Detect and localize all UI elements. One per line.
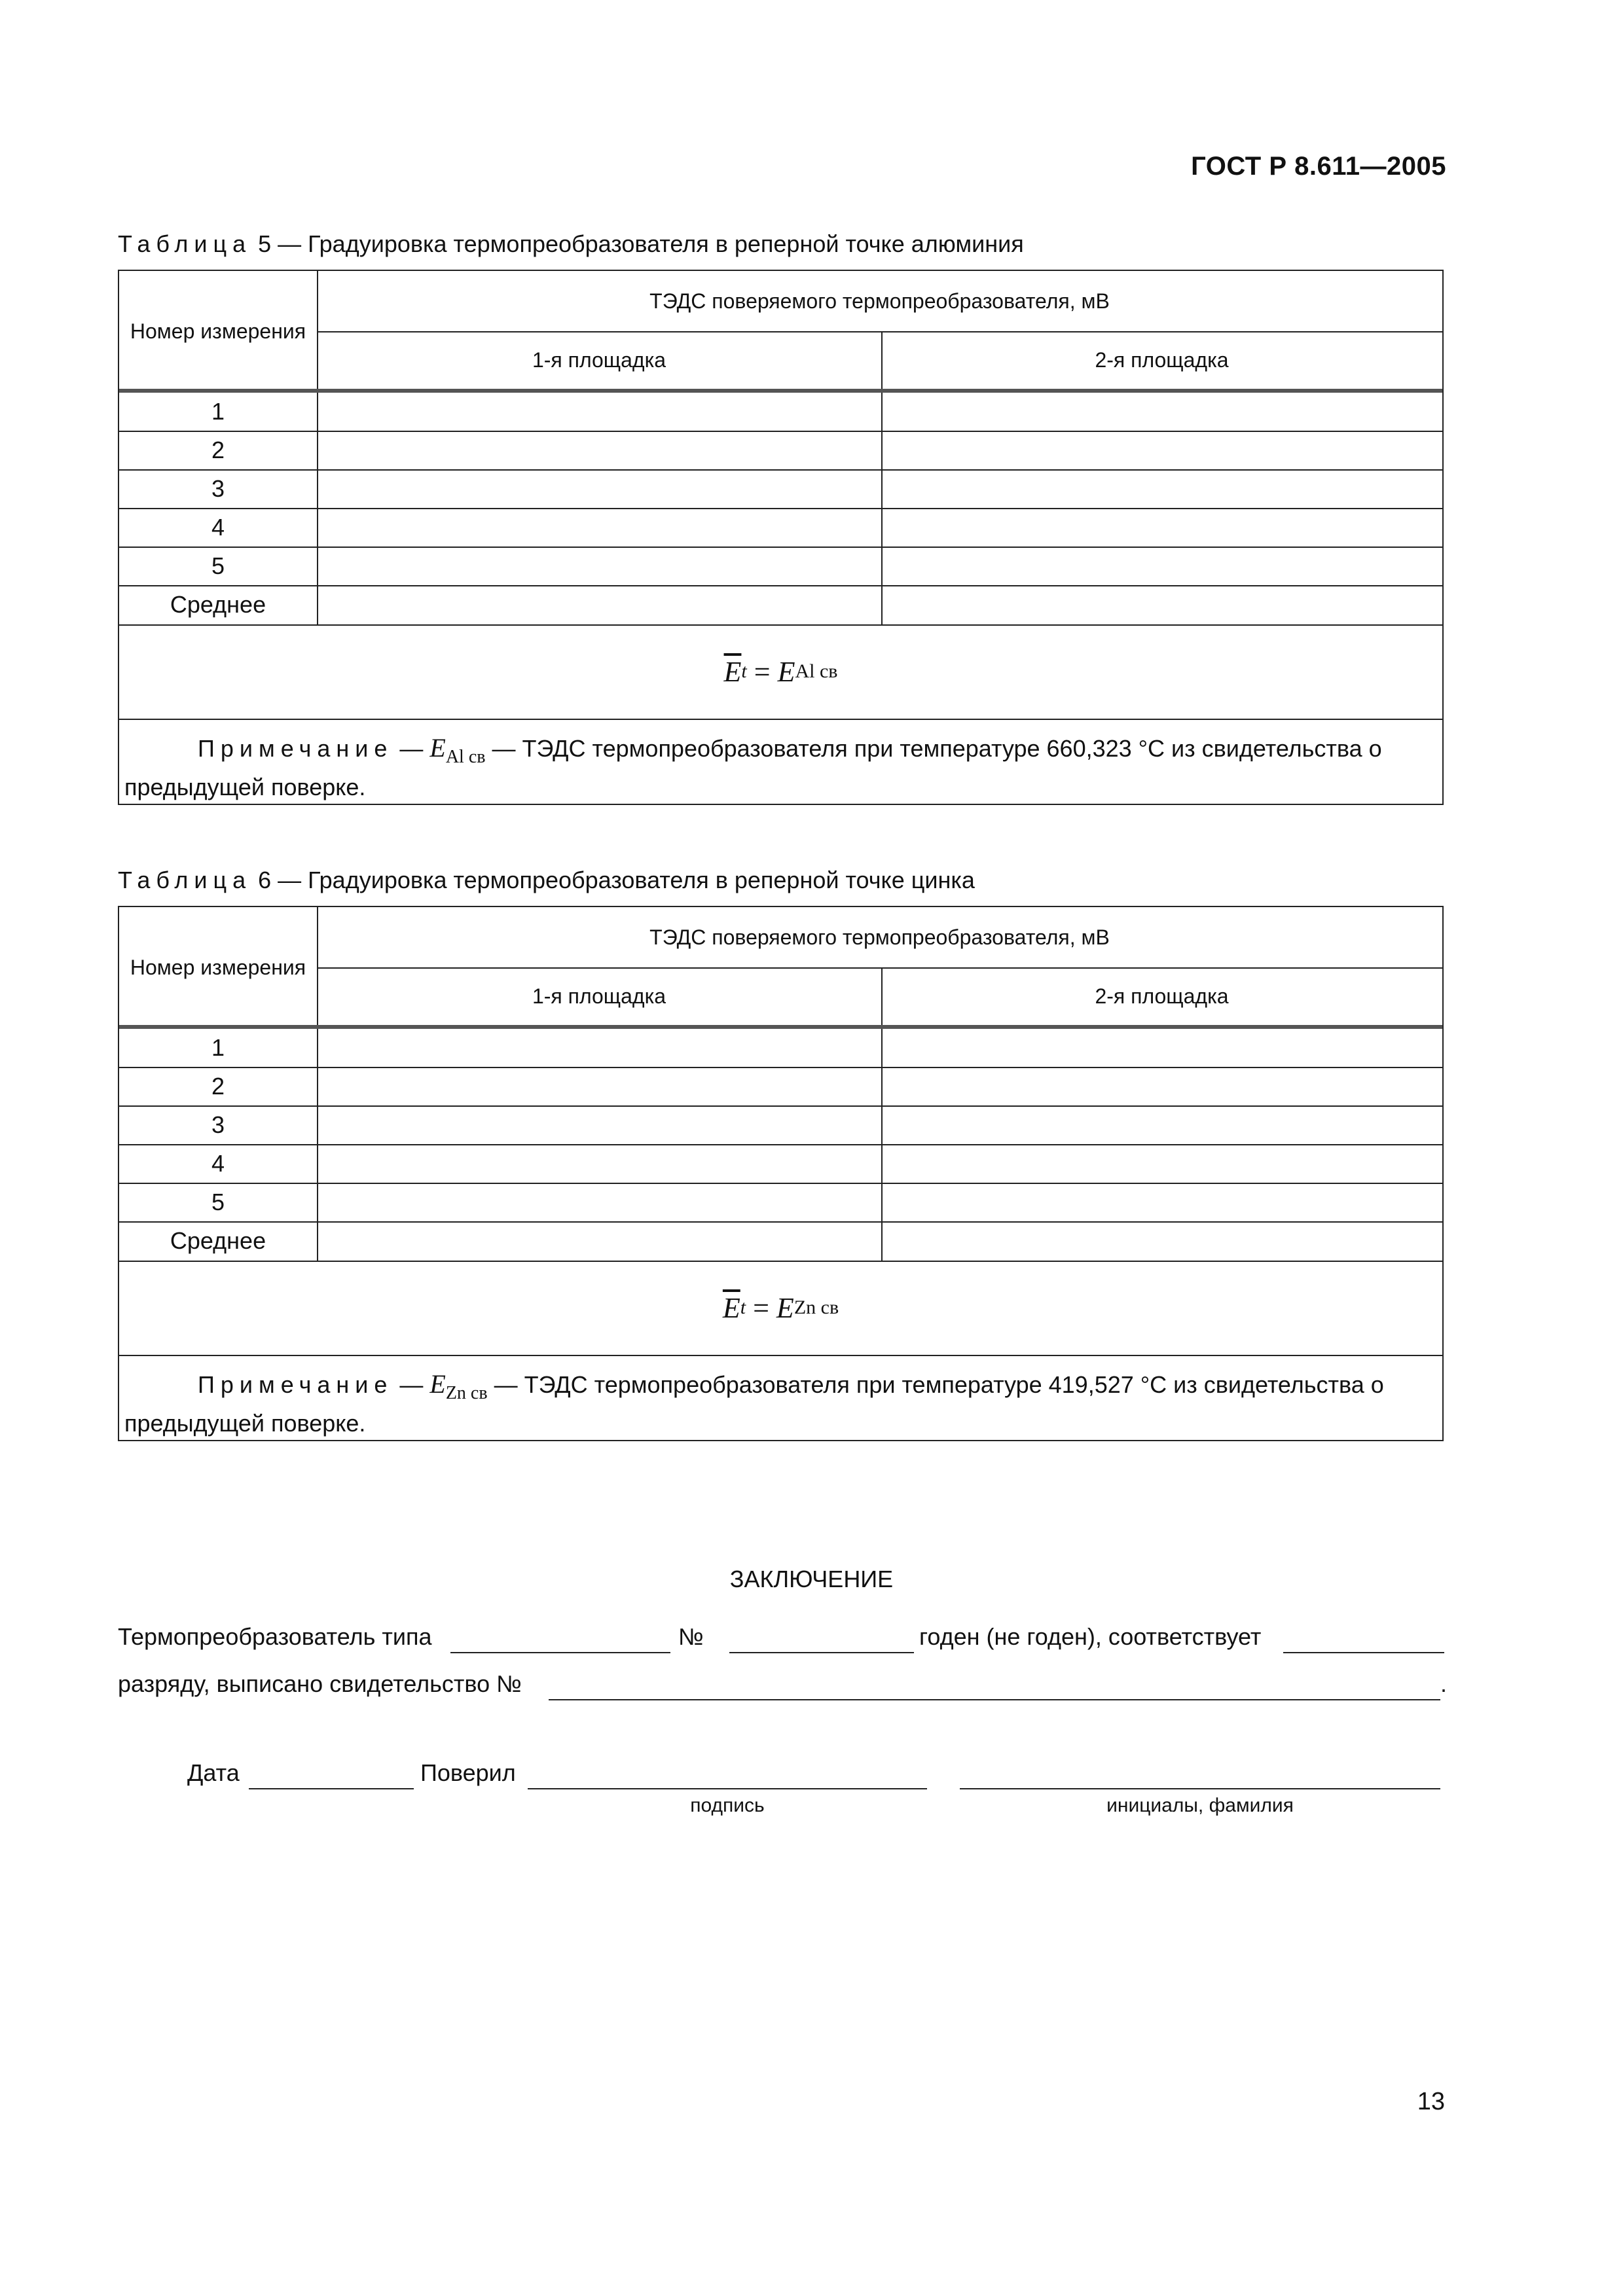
row-label: 2: [211, 436, 225, 463]
row-label-average: Среднее: [170, 1227, 266, 1254]
formula-rhs: E: [776, 1291, 794, 1324]
formula-rhs-subscript: Zn св: [793, 1297, 839, 1318]
table6: [118, 906, 1444, 1441]
row-label: 1: [211, 1034, 225, 1061]
note-symbol-subscript: Al св: [445, 747, 486, 767]
signature-field[interactable]: [528, 1788, 927, 1789]
col-header-emf: ТЭДС поверяемого термопреобразователя, мВ: [649, 925, 1110, 949]
row-label: 4: [211, 513, 225, 541]
note-dash: —: [393, 735, 430, 762]
note-text: — ТЭДС термопреобразователя при температуре 419,527 °С из свидетельства о предыдущей поверке.: [124, 1371, 1384, 1437]
table6-caption-text: 6 — Градуировка термопреобразователя в реперной точке цинка: [251, 867, 975, 893]
formula-rhs-subscript: Al св: [795, 660, 838, 682]
table5-caption-text: 5 — Градуировка термопреобразователя в реперной точке алюминия: [251, 230, 1024, 257]
formula-equals: =: [746, 655, 778, 688]
table-note: [119, 1355, 1442, 1440]
table6-caption: [118, 867, 975, 894]
formula-lhs: $\overline{E}$: [722, 1291, 740, 1324]
table5-caption: [118, 230, 1024, 258]
initials-field[interactable]: [960, 1788, 1440, 1789]
formula-rhs: E: [777, 655, 795, 688]
row-label: 2: [211, 1072, 225, 1100]
note-symbol-subscript: Zn св: [445, 1383, 488, 1403]
col-header-measure-number: Номер измерения: [130, 955, 306, 979]
formula-lhs-subscript: t: [740, 1297, 746, 1318]
category-field[interactable]: [1283, 1652, 1444, 1653]
row-label: 5: [211, 1188, 225, 1215]
col-header-emf: ТЭДС поверяемого термопреобразователя, мВ: [649, 289, 1110, 313]
document-id: ГОСТ Р 8.611—2005: [1191, 152, 1446, 181]
row-label: 3: [211, 475, 225, 502]
line-end-period: .: [1440, 1670, 1448, 1697]
thermocouple-type-label: Термопреобразователь типа: [118, 1623, 432, 1650]
note-symbol: E: [429, 733, 446, 762]
row-label: 4: [211, 1149, 225, 1177]
note-symbol: E: [429, 1369, 446, 1399]
formula-row: [119, 624, 1442, 719]
formula-equals: =: [746, 1291, 776, 1324]
formula-lhs: $\overline{E}$: [723, 655, 742, 688]
formula-row: [119, 1261, 1442, 1355]
note-word: Примечание: [198, 1371, 393, 1398]
thermocouple-type-field[interactable]: [450, 1652, 670, 1653]
certificate-number-field[interactable]: [549, 1699, 1440, 1700]
verified-by-label: Поверил: [420, 1759, 516, 1786]
note-text: — ТЭДС термопреобразователя при температуре 660,323 °С из свидетельства о предыдущей поверке.: [124, 735, 1382, 800]
note-dash: —: [393, 1371, 430, 1398]
formula-lhs-subscript: t: [741, 660, 747, 682]
col-header-platform-1: 1-я площадка: [532, 984, 666, 1008]
serial-number-field[interactable]: [729, 1652, 914, 1653]
table6-caption-word: Таблица: [118, 867, 252, 893]
row-label: 3: [211, 1111, 225, 1138]
date-label: Дата: [187, 1759, 240, 1786]
col-header-platform-1: 1-я площадка: [532, 348, 666, 372]
page-number: 13: [1417, 2088, 1445, 2115]
table5: [118, 270, 1444, 805]
date-field[interactable]: [249, 1788, 414, 1789]
initials-caption: инициалы, фамилия: [1106, 1795, 1294, 1816]
row-label: 1: [211, 398, 225, 425]
col-header-measure-number: Номер измерения: [130, 319, 306, 343]
signature-caption: подпись: [690, 1795, 765, 1816]
note-word: Примечание: [198, 735, 393, 762]
row-label-average: Среднее: [170, 591, 266, 618]
conclusion-title: ЗАКЛЮЧЕНИЕ: [729, 1566, 894, 1592]
table-note: [119, 719, 1442, 804]
row-label: 5: [211, 552, 225, 579]
col-header-platform-2: 2-я площадка: [1095, 348, 1229, 372]
fitness-label: годен (не годен), соответствует: [919, 1623, 1262, 1650]
col-header-platform-2: 2-я площадка: [1095, 984, 1229, 1008]
table5-caption-word: Таблица: [118, 230, 252, 257]
certificate-label: разряду, выписано свидетельство №: [118, 1670, 522, 1697]
serial-number-label: №: [678, 1623, 704, 1650]
